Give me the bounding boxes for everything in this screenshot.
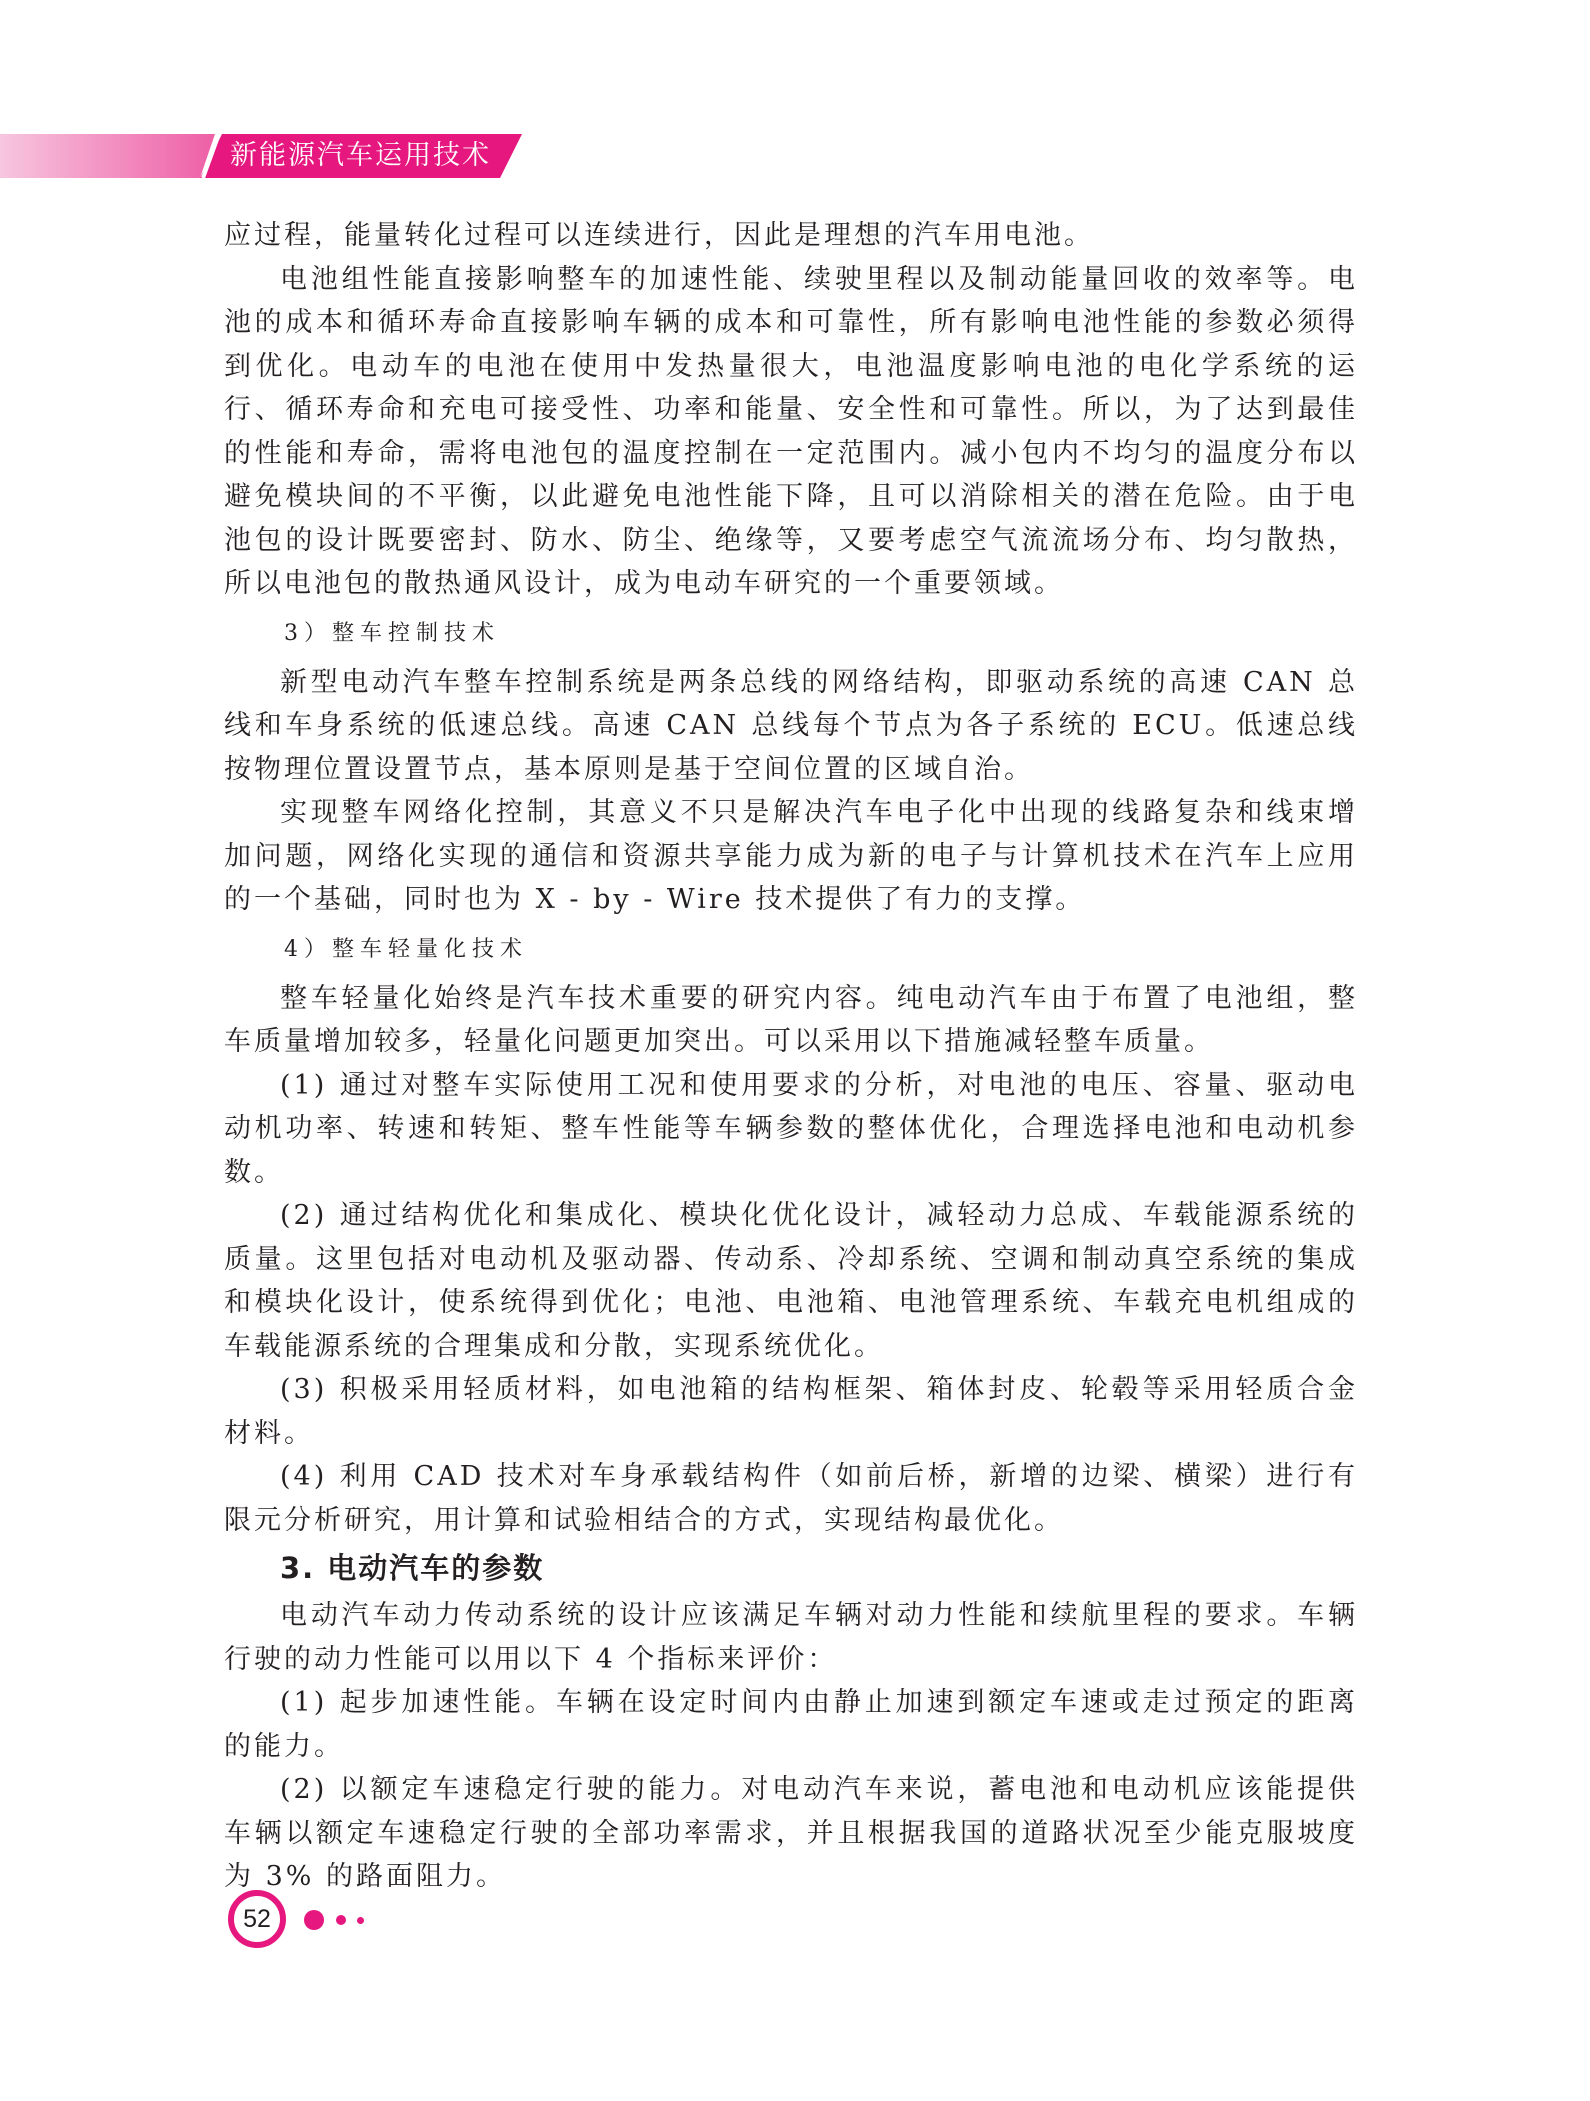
list-item: (3) 积极采用轻质材料，如电池箱的结构框架、箱体封皮、轮毂等采用轻质合金材料。 — [224, 1374, 1358, 1449]
page-number — [228, 1890, 286, 1948]
paragraph: 应过程，能量转化过程可以连续进行，因此是理想的汽车用电池。 — [224, 220, 1094, 251]
list-item: (4) 利用 CAD 技术对车身承载结构件（如前后桥，新增的边梁、横梁）进行有限元分析研究，用计算和试验相结合的方式，实现结构最优化。 — [224, 1461, 1358, 1536]
decorative-dot-large — [304, 1910, 324, 1930]
subheading: 4）整车轻量化技术 — [284, 936, 528, 962]
section-heading: 3. 电动汽车的参数 — [280, 1551, 545, 1585]
list-item: (1) 通过对整车实际使用工况和使用要求的分析，对电池的电压、容量、驱动电动机功率、转速和转矩、整车性能等车辆参数的整体优化，合理选择电池和电动机参数。 — [224, 1069, 1358, 1188]
page-body — [224, 214, 1358, 1899]
subheading: 3）整车控制技术 — [284, 620, 500, 646]
paragraph: 新型电动汽车整车控制系统是两条总线的网络结构，即驱动系统的高速 CAN 总线和车身系统的低速总线。高速 CAN 总线每个节点为各子系统的 ECU。低速总线按物理位置设置节点，基本原则是基于空间位置的区域自治。 — [224, 666, 1358, 785]
decorative-dot-medium — [336, 1915, 346, 1925]
header-title: 新能源汽车运用技术 — [230, 140, 491, 171]
paragraph: 整车轻量化始终是汽车技术重要的研究内容。纯电动汽车由于布置了电池组，整车质量增加较多，轻量化问题更加突出。可以采用以下措施减轻整车质量。 — [224, 982, 1358, 1057]
list-item: (2) 以额定车速稳定行驶的能力。对电动汽车来说，蓄电池和电动机应该能提供车辆以额定车速稳定行驶的全部功率需求，并且根据我国的道路状况至少能克服坡度为 3% 的路面阻力。 — [224, 1774, 1358, 1892]
list-item: (2) 通过结构优化和集成化、模块化优化设计，减轻动力总成、车载能源系统的质量。这里包括对电动机及驱动器、传动系、冷却系统、空调和制动真空系统的集成和模块化设计，使系统得到优化；电池、电池箱、电池管理系统、车载充电机组成的车载能源系统的合理集成和分散，实现系统优化。 — [224, 1200, 1358, 1362]
paragraph: 电池组性能直接影响整车的加速性能、续驶里程以及制动能量回收的效率等。电池的成本和循环寿命直接影响车辆的成本和可靠性，所有影响电池性能的参数必须得到优化。电动车的电池在使用中发热量很大，电池温度影响电池的电化学系统的运行、循环寿命和充电可接受性、功率和能量、安全性和可靠性。所以，为了达到最佳的性能和寿命，需将电池包的温度控制在一定范围内。减小包内不均匀的温度分布以避免模块间的不平衡，以此避免电池性能下降，且可以消除相关的潜在危险。由于电池包的设计既要密封、防水、防尘、绝缘等，又要考虑空气流流场分布、均匀散热，所以电池包的散热通风设计，成为电动车研究的一个重要领域。 — [224, 263, 1358, 599]
page-number-text: 52 — [243, 1904, 271, 1933]
paragraph: 实现整车网络化控制，其意义不只是解决汽车电子化中出现的线路复杂和线束增加问题，网络化实现的通信和资源共享能力成为新的电子与计算机技术在汽车上应用的一个基础，同时也为 X - by - Wire 技术提供了有力的支撑。 — [224, 797, 1358, 915]
decorative-dot-small — [357, 1917, 364, 1924]
list-item: (1) 起步加速性能。车辆在设定时间内由静止加速到额定车速或走过预定的距离的能力。 — [224, 1687, 1358, 1762]
paragraph: 电动汽车动力传动系统的设计应该满足车辆对动力性能和续航里程的要求。车辆行驶的动力性能可以用以下 4 个指标来评价： — [224, 1600, 1358, 1675]
